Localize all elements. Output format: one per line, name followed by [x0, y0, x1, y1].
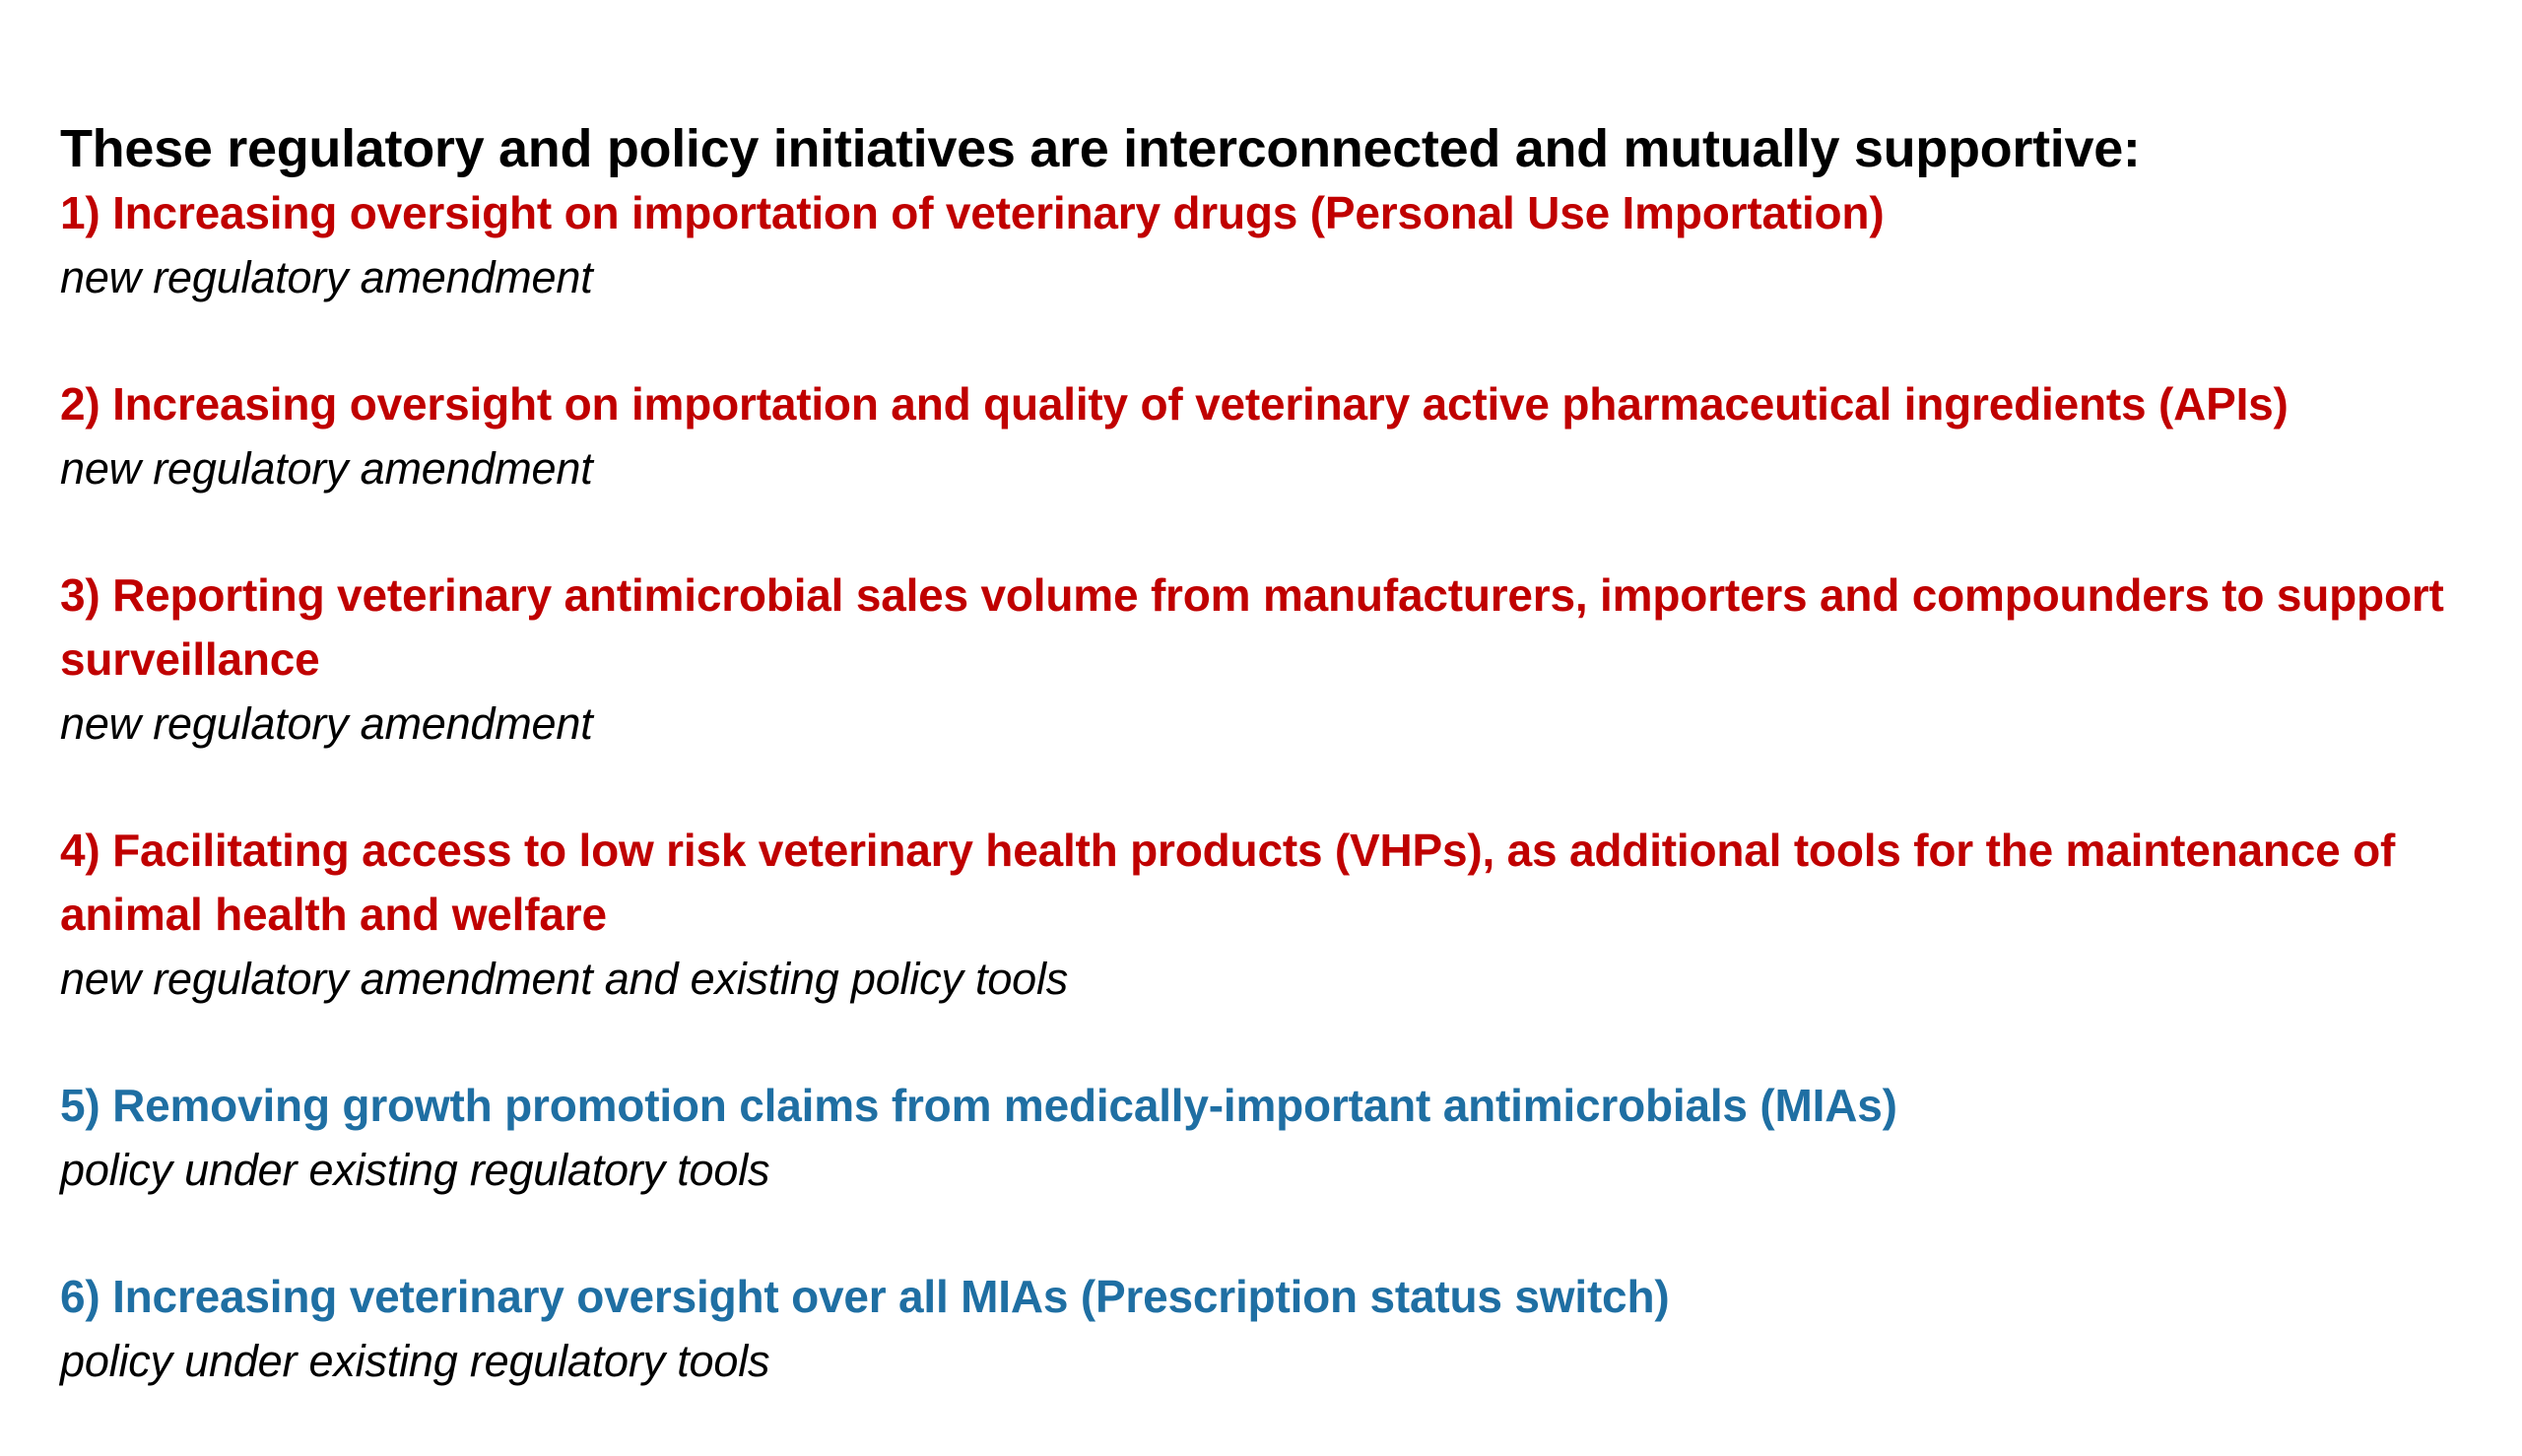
initiative-item-4: [60, 819, 2464, 1011]
initiative-item-5: [60, 1074, 2464, 1202]
initiative-subtitle-6: policy under existing regulatory tools: [60, 1336, 770, 1386]
initiative-item-1: [60, 181, 2464, 309]
initiative-item-2: [60, 372, 2464, 500]
initiative-title-3: 3) Reporting veterinary antimicrobial sales volume from manufacturers, importers and compounders to support surveillance: [60, 569, 2444, 685]
initiative-subtitle-4: new regulatory amendment and existing policy tools: [60, 954, 1069, 1004]
slide-content: [60, 116, 2464, 1456]
initiative-item-3: [60, 563, 2464, 756]
initiative-subtitle-5: policy under existing regulatory tools: [60, 1145, 770, 1195]
initiative-item-6: [60, 1265, 2464, 1393]
initiative-title-4: 4) Facilitating access to low risk veterinary health products (VHPs), as additional tools for the maintenance of animal health and welfare: [60, 825, 2396, 940]
initiative-subtitle-1: new regulatory amendment: [60, 252, 593, 302]
slide-heading: These regulatory and policy initiatives are interconnected and mutually supportive:: [60, 119, 2141, 178]
initiative-title-5: 5) Removing growth promotion claims from medically-important antimicrobials (MIAs): [60, 1080, 1897, 1131]
initiative-list: [60, 181, 2464, 1393]
initiative-title-6: 6) Increasing veterinary oversight over all MIAs (Prescription status switch): [60, 1271, 1670, 1322]
initiative-subtitle-2: new regulatory amendment: [60, 443, 593, 494]
initiative-title-1: 1) Increasing oversight on importation of veterinary drugs (Personal Use Importation): [60, 187, 1885, 238]
initiative-title-2: 2) Increasing oversight on importation and quality of veterinary active pharmaceutical ingredients (APIs): [60, 378, 2289, 430]
initiative-subtitle-3: new regulatory amendment: [60, 698, 593, 749]
